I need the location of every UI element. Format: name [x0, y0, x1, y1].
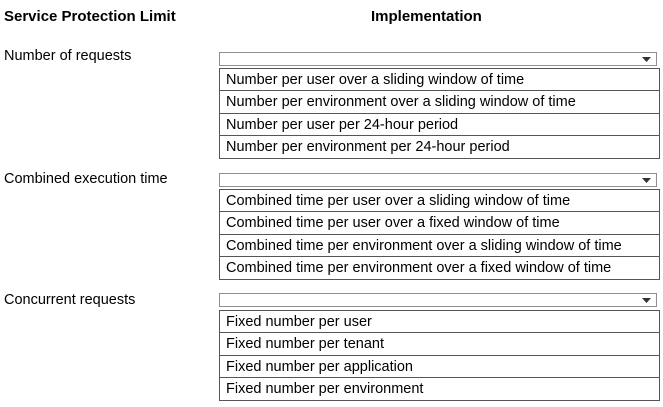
option-item[interactable]: Combined time per environment over a fixed window of time: [226, 259, 612, 276]
option-item[interactable]: Combined time per user over a sliding window of time: [220, 190, 659, 212]
concurrent-requests-options: [219, 310, 660, 401]
combined-execution-time-options: [219, 189, 660, 280]
chevron-down-icon[interactable]: [637, 174, 656, 186]
option-item[interactable]: Combined time per user over a fixed window of time: [220, 212, 659, 234]
row-label-combined-execution-time: Combined execution time: [4, 171, 168, 187]
row-label-number-of-requests: Number of requests: [4, 48, 132, 64]
option-item[interactable]: Fixed number per environment: [226, 380, 424, 397]
concurrent-requests-dropdown[interactable]: [219, 293, 657, 307]
option-item[interactable]: Number per user per 24-hour period: [220, 114, 659, 136]
column-header-implementation: Implementation: [371, 8, 482, 25]
option-item[interactable]: Combined time per environment over a sliding window of time: [220, 235, 659, 257]
combined-execution-time-dropdown[interactable]: [219, 173, 657, 187]
chevron-down-icon[interactable]: [637, 53, 656, 65]
column-header-service-protection-limit: Service Protection Limit: [4, 8, 176, 25]
option-item[interactable]: Number per user over a sliding window of time: [220, 69, 659, 91]
option-item[interactable]: Fixed number per user: [220, 311, 659, 333]
option-item[interactable]: Fixed number per tenant: [220, 333, 659, 355]
option-item[interactable]: Number per environment per 24-hour period: [226, 138, 510, 155]
chevron-down-icon[interactable]: [637, 294, 656, 306]
option-item[interactable]: Fixed number per application: [220, 356, 659, 378]
row-label-concurrent-requests: Concurrent requests: [4, 292, 136, 308]
number-of-requests-dropdown[interactable]: [219, 52, 657, 66]
option-item[interactable]: Number per environment over a sliding window of time: [220, 91, 659, 113]
number-of-requests-options: [219, 68, 660, 159]
